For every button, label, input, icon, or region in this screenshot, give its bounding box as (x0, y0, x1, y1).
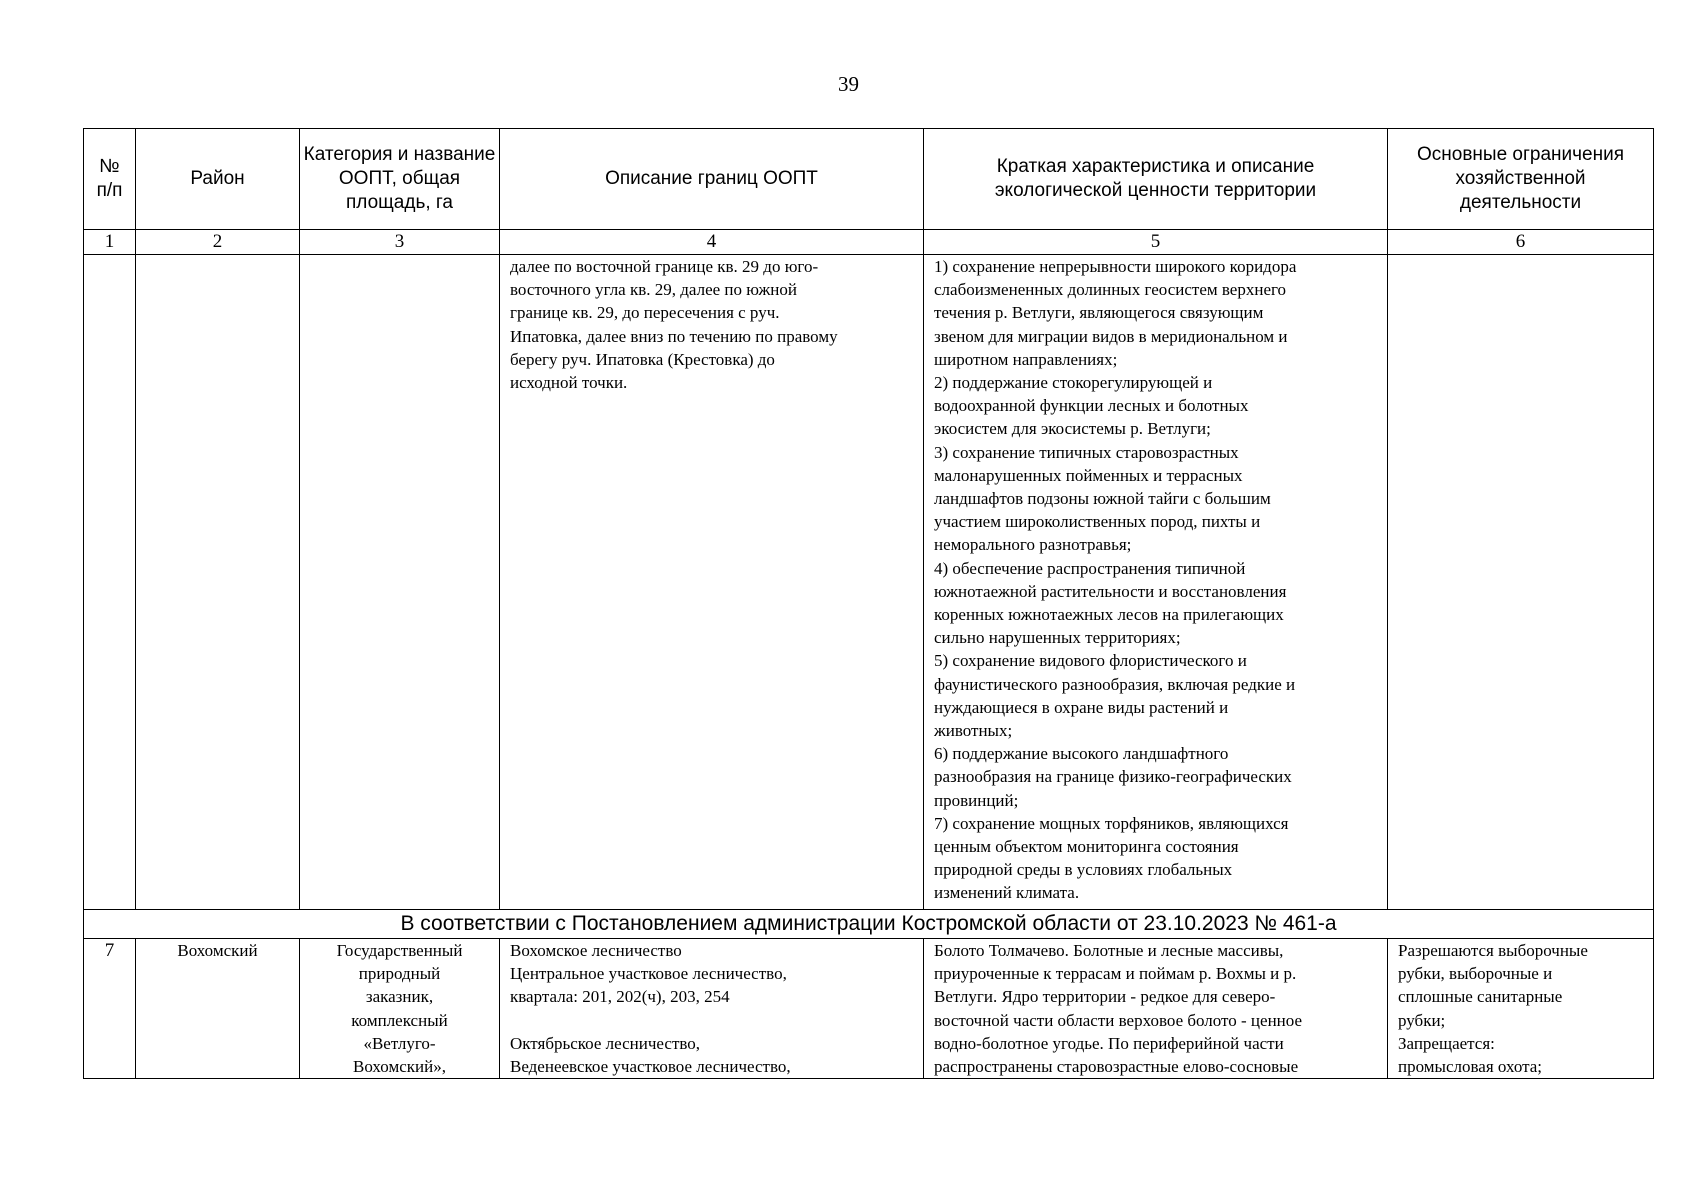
text-line: водно-болотное угодье. По периферийной части (934, 1033, 1284, 1053)
column-number: 4 (500, 230, 924, 255)
text-line: сильно нарушенных территориях; (934, 628, 1181, 648)
cell-district (136, 255, 300, 910)
text-line: природной среды в условиях глобальных (934, 860, 1233, 880)
text-line: Вохомский», (353, 1057, 446, 1077)
text-line: 7) сохранение мощных торфяников, являющихся (934, 813, 1289, 833)
header-boundaries: Описание границ ООПТ (500, 129, 924, 230)
text-line: 4) обеспечение распространения типичной (934, 558, 1246, 578)
cell-characteristics (924, 939, 1388, 1079)
cell-boundaries (500, 939, 924, 1079)
column-number: 1 (84, 230, 136, 255)
cell-category (300, 939, 500, 1079)
text-line: разнообразия на границе физико-географических (934, 767, 1292, 787)
text-line: 5) сохранение видового флористического и (934, 651, 1247, 671)
text-line: заказник, (365, 987, 434, 1007)
text-line: «Ветлуго- (363, 1033, 436, 1053)
text-line: коренных южнотаежных лесов на прилегающих (934, 605, 1284, 625)
text-line: провинций; (934, 790, 1019, 810)
text-line: Государственный (336, 941, 463, 960)
text-line: ландшафтов подзоны южной тайги с большим (934, 489, 1271, 509)
category-text (306, 939, 493, 1078)
cell-characteristics (924, 255, 1388, 910)
oopt-table (83, 128, 1654, 1079)
text-line: звеном для миграции видов в меридиональном и (934, 326, 1288, 346)
header-characteristics: Краткая характеристика и описание экологической ценности территории (924, 129, 1388, 230)
text-line: ценным объектом мониторинга состояния (934, 837, 1239, 857)
text-line: 6) поддержание высокого ландшафтного (934, 744, 1229, 764)
cell-number: 7 (84, 939, 136, 1079)
text-line: распространены старовозрастные елово-сосновые (934, 1057, 1299, 1077)
text-line: Ипатовка, далее вниз по течению по правому (510, 326, 838, 346)
text-line: Ветлуги. Ядро территории - редкое для северо- (934, 987, 1276, 1007)
section-title: В соответствии с Постановлением администрации Костромской области от 23.10.2023 № 461-а (84, 910, 1654, 939)
cell-restrictions (1388, 939, 1654, 1079)
text-line: животных; (934, 721, 1013, 741)
column-number: 3 (300, 230, 500, 255)
text-line: рубки; (1398, 1010, 1446, 1030)
text-line: природный (358, 964, 441, 984)
header-category: Категория и название ООПТ, общая площадь, га (300, 129, 500, 230)
text-line: промысловая охота; (1398, 1057, 1543, 1077)
text-line: сплошные санитарные (1398, 987, 1563, 1007)
text-line: границе кв. 29, до пересечения с руч. (510, 303, 780, 323)
text-line (510, 1009, 913, 1032)
text-line: рубки, выборочные и (1398, 964, 1553, 984)
text-line: экосистем для экосистемы р. Ветлуги; (934, 419, 1211, 439)
header-district: Район (136, 129, 300, 230)
text-line: слабоизмененных долинных геосистем верхнего (934, 280, 1287, 300)
text-line: широтном направлениях; (934, 349, 1118, 369)
restrictions-text (1398, 939, 1643, 1078)
text-line: фаунистического разнообразия, включая редкие и (934, 674, 1296, 694)
text-line: неморального разнотравья; (934, 535, 1132, 555)
header-restrictions: Основные ограничения хозяйственной деятельности (1388, 129, 1654, 230)
text-line: Болото Толмачево. Болотные и лесные массивы, (934, 941, 1284, 960)
characteristics-text (934, 255, 1377, 905)
column-number: 5 (924, 230, 1388, 255)
table-row-7 (84, 939, 1654, 1079)
text-line: Октябрьское лесничество, (510, 1033, 701, 1053)
column-number: 2 (136, 230, 300, 255)
boundaries-text (510, 255, 913, 394)
text-line: изменений климата. (934, 883, 1080, 903)
text-line: 1) сохранение непрерывности широкого коридора (934, 257, 1297, 276)
column-number-row (84, 230, 1654, 255)
text-line: участием широколиственных пород, пихты и (934, 512, 1261, 532)
text-line: восточной части области верховое болото - ценное (934, 1010, 1303, 1030)
text-line: восточного угла кв. 29, далее по южной (510, 280, 797, 300)
text-line: нуждающиеся в охране виды растений и (934, 697, 1229, 717)
text-line: исходной точки. (510, 373, 628, 393)
text-line: 3) сохранение типичных старовозрастных (934, 442, 1239, 462)
header-number: № п/п (84, 129, 136, 230)
table-row-continued (84, 255, 1654, 910)
cell-district: Вохомский (136, 939, 300, 1079)
text-line: Вохомское лесничество (510, 941, 682, 960)
text-line: Разрешаются выборочные (1398, 941, 1588, 960)
section-row (84, 910, 1654, 939)
header-row (84, 129, 1654, 230)
text-line: 2) поддержание стокорегулирующей и (934, 373, 1213, 393)
cell-boundaries (500, 255, 924, 910)
page-number: 39 (838, 72, 859, 96)
text-line: комплексный (351, 1010, 448, 1030)
column-number: 6 (1388, 230, 1654, 255)
text-line: квартала: 201, 202(ч), 203, 254 (510, 987, 730, 1007)
text-line: далее по восточной границе кв. 29 до юго- (510, 257, 819, 276)
text-line: Запрещается: (1398, 1033, 1495, 1053)
text-line: берегу руч. Ипатовка (Крестовка) до (510, 349, 775, 369)
cell-category (300, 255, 500, 910)
text-line: приуроченные к террасам и поймам р. Вохмы и р. (934, 964, 1297, 984)
text-line: водоохранной функции лесных и болотных (934, 396, 1249, 416)
text-line: южнотаежной растительности и восстановления (934, 581, 1287, 601)
text-line: течения р. Ветлуги, являющегося связующим (934, 303, 1264, 323)
text-line: Центральное участковое лесничество, (510, 964, 787, 984)
text-line: малонарушенных пойменных и террасных (934, 465, 1243, 485)
cell-number (84, 255, 136, 910)
characteristics-text (934, 939, 1377, 1078)
cell-restrictions (1388, 255, 1654, 910)
text-line: Веденеевское участковое лесничество, (510, 1056, 791, 1076)
boundaries-text (510, 939, 913, 1078)
